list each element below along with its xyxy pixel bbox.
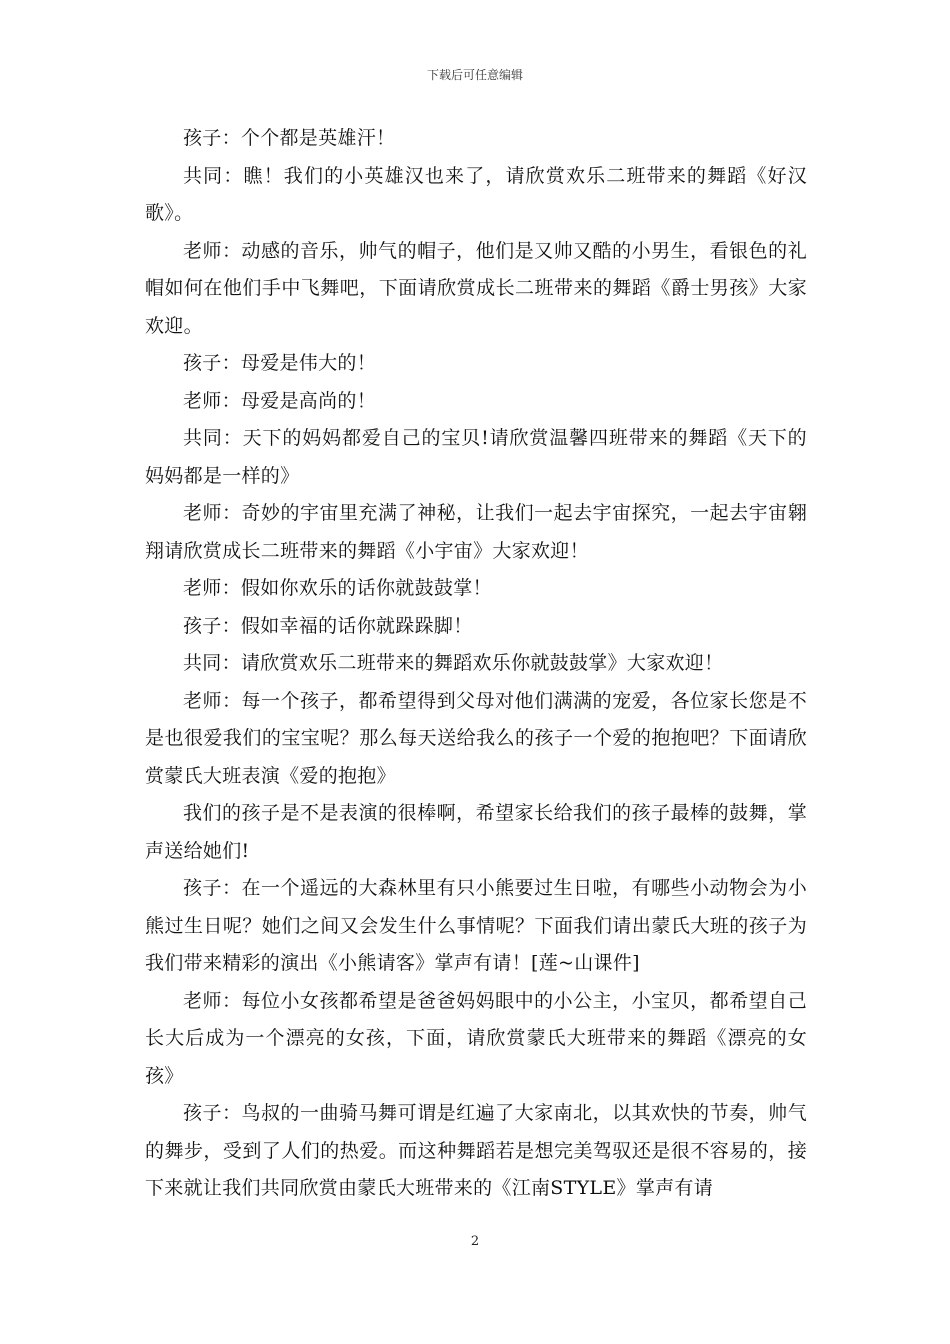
- paragraph: 孩子：鸟叔的一曲骑马舞可谓是红遍了大家南北，以其欢快的节奏，帅气的舞步，受到了人们的热爱。而这种舞蹈若是想完美驾驭还是很不容易的，接下来就让我们共同欣赏由蒙氏大班带来的《江南STYLE》掌声有请: [145, 1102, 807, 1199]
- paragraph: 共同：瞧！我们的小英雄汉也来了，请欣赏欢乐二班带来的舞蹈《好汉歌》。: [145, 164, 807, 224]
- paragraph: 孩子：在一个遥远的大森林里有只小熊要过生日啦，有哪些小动物会为小熊过生日呢？她们之间又会发生什么事情呢？下面我们请出蒙氏大班的孩子为我们带来精彩的演出《小熊请客》掌声有请！[莲~山课件]: [145, 877, 807, 974]
- paragraph: 孩子：个个都是英雄汗！: [183, 127, 396, 149]
- paragraph: 共同：请欣赏欢乐二班带来的舞蹈欢乐你就鼓鼓掌》大家欢迎！: [183, 652, 724, 674]
- paragraph: 老师：母爱是高尚的！: [183, 389, 377, 412]
- page-header: 下载后可任意编辑: [426, 68, 523, 82]
- paragraph: 老师：每一个孩子，都希望得到父母对他们满满的宠爱，各位家长您是不是也很爱我们的宝宝呢？那么每天送给我么的孩子一个爱的抱抱吧？下面请欣赏蒙氏大班表演《爱的抱抱》: [145, 689, 807, 787]
- paragraph: 我们的孩子是不是表演的很棒啊，希望家长给我们的孩子最棒的鼓舞，掌声送给她们!: [145, 802, 807, 862]
- paragraph: 老师：动感的音乐，帅气的帽子，他们是又帅又酷的小男生，看银色的礼帽如何在他们手中飞舞吧，下面请欣赏成长二班带来的舞蹈《爵士男孩》大家欢迎。: [145, 239, 807, 337]
- paragraph: 老师：假如你欢乐的话你就鼓鼓掌！: [183, 577, 492, 599]
- paragraph: 孩子：母爱是伟大的！: [183, 352, 377, 374]
- paragraph: 共同：天下的妈妈都爱自己的宝贝!请欣赏温馨四班带来的舞蹈《天下的妈妈都是一样的》: [145, 427, 807, 487]
- paragraph: 孩子：假如幸福的话你就跺跺脚！: [183, 614, 473, 637]
- paragraph: 老师：每位小女孩都希望是爸爸妈妈眼中的小公主，小宝贝，都希望自己长大后成为一个漂亮的女孩，下面，请欣赏蒙氏大班带来的舞蹈《漂亮的女孩》: [145, 989, 807, 1087]
- document-body: [145, 120, 807, 1208]
- paragraph: 老师：奇妙的宇宙里充满了神秘，让我们一起去宇宙探究，一起去宇宙翱翔请欣赏成长二班带来的舞蹈《小宇宙》大家欢迎！: [145, 502, 807, 562]
- page-number: 2: [470, 1234, 480, 1249]
